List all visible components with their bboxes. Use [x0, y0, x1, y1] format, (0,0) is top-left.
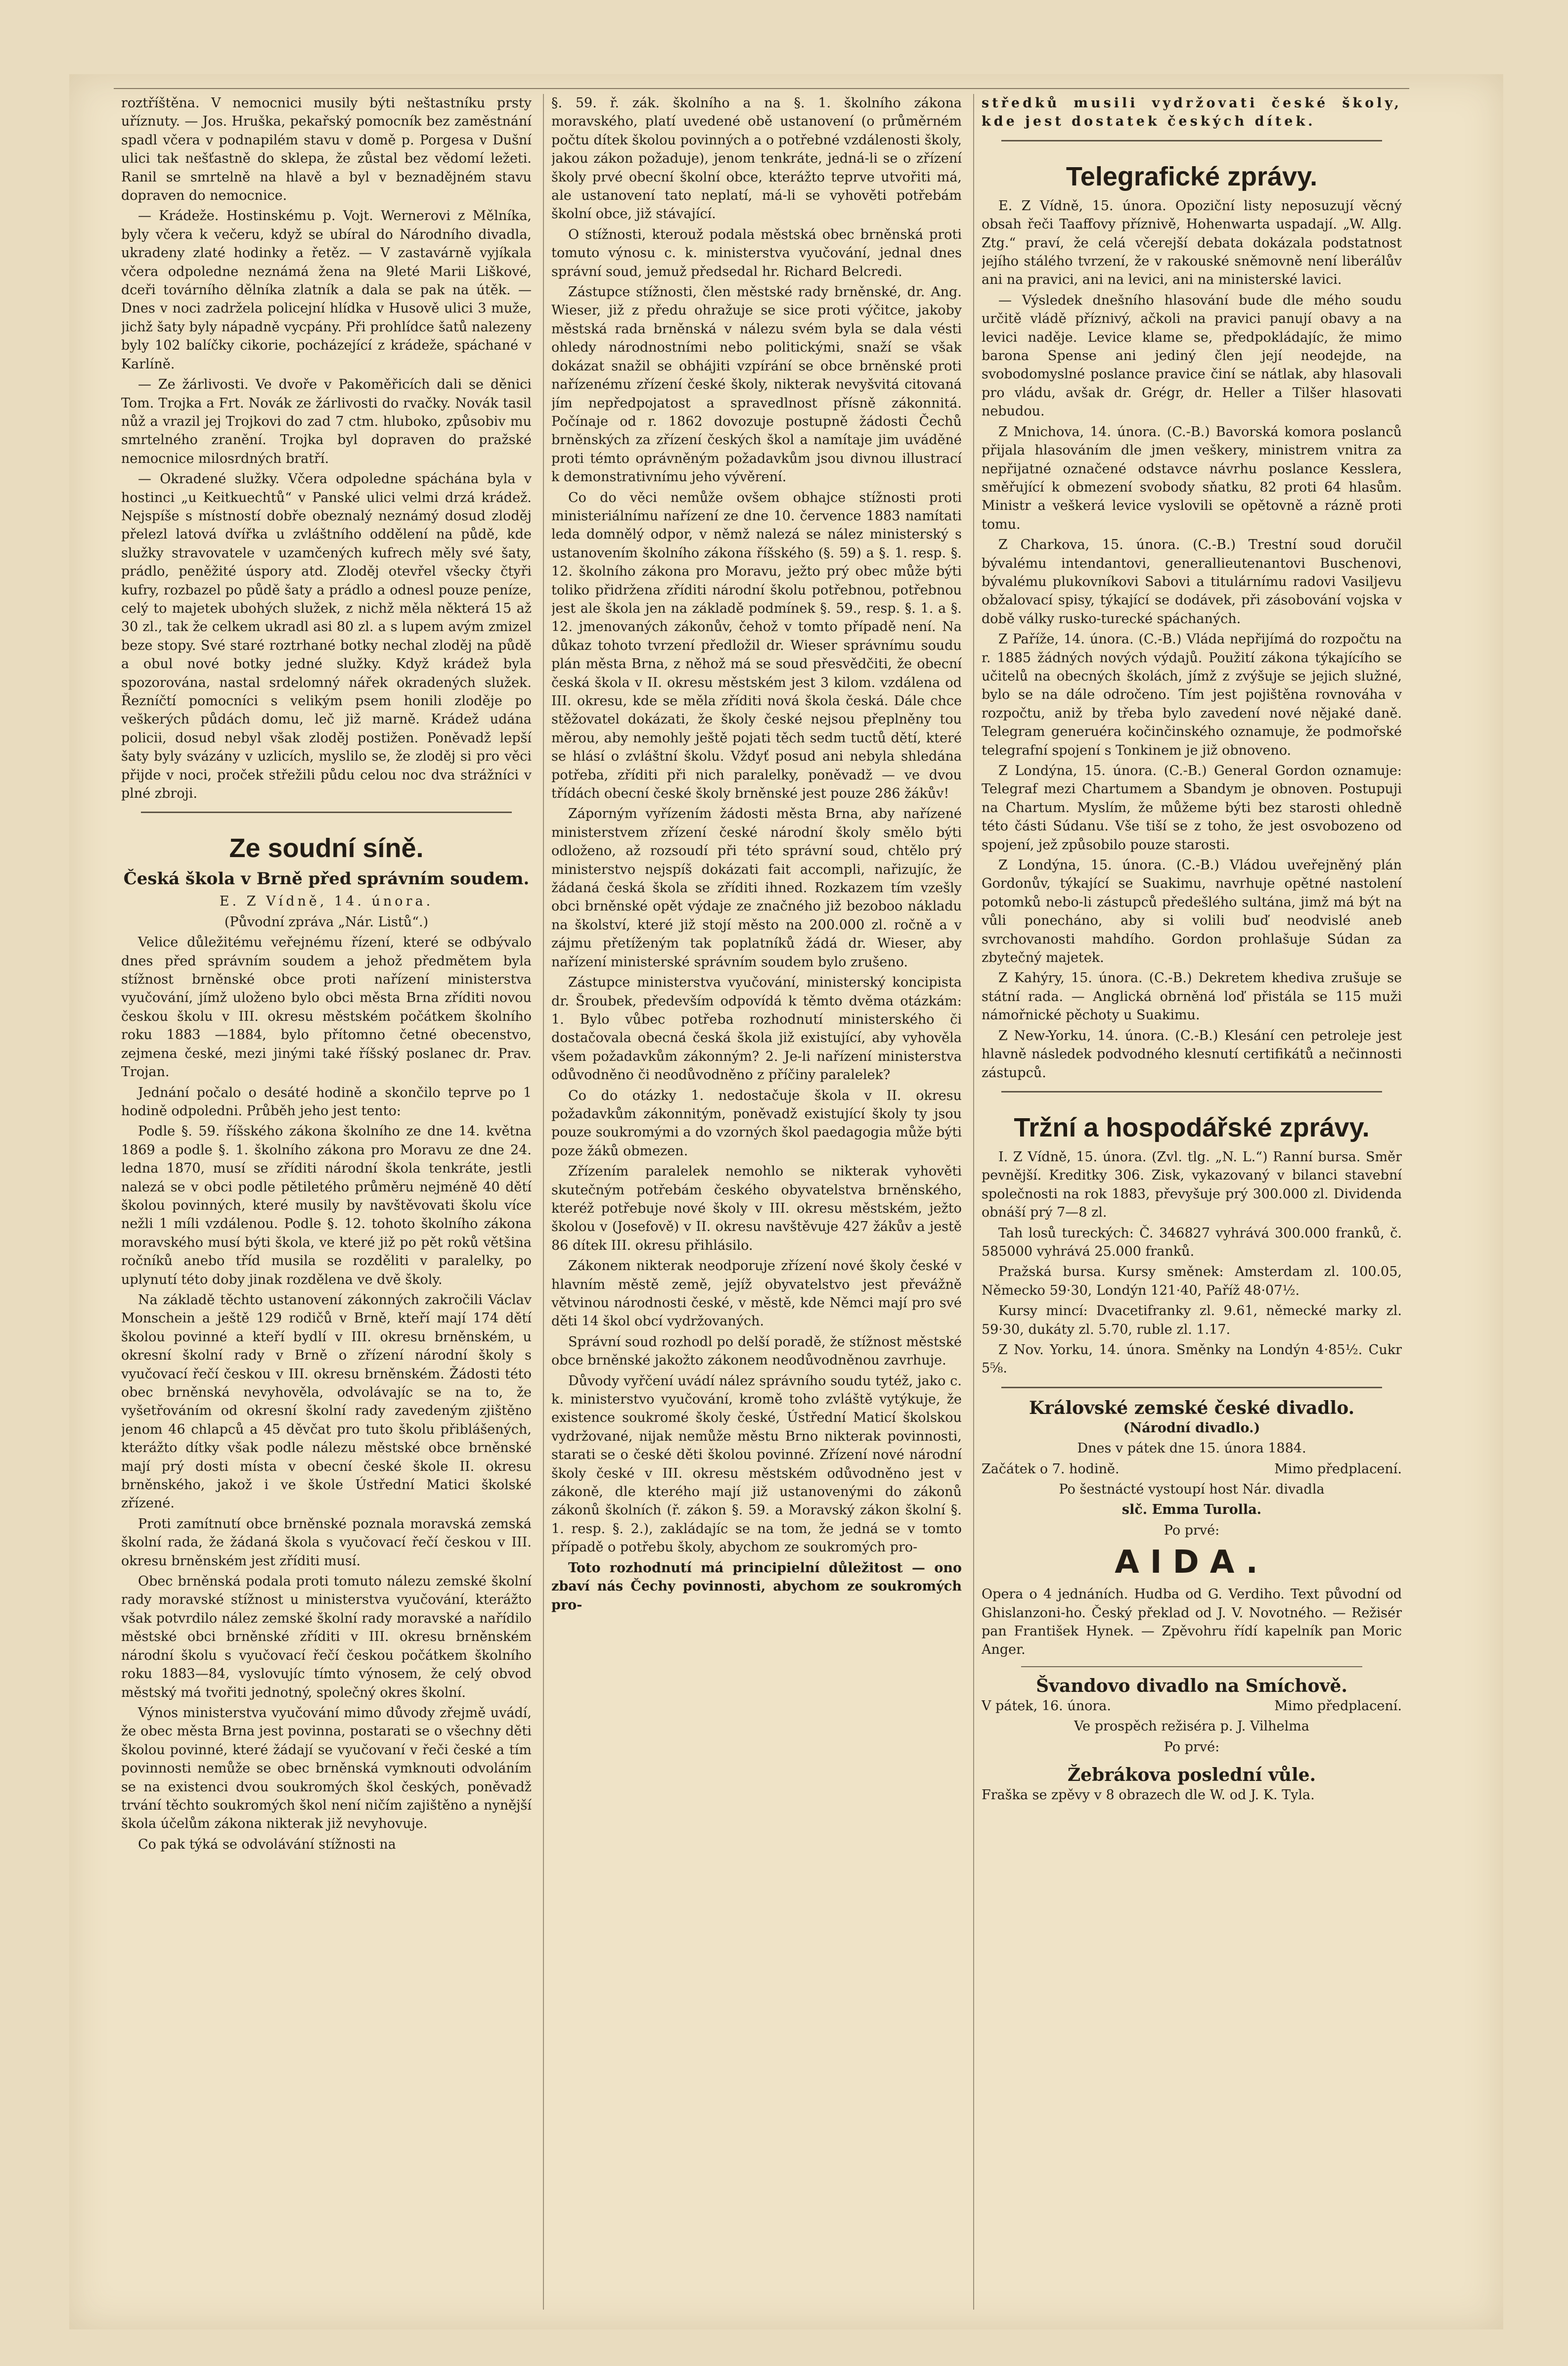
theatre-subtitle: (Národní divadlo.)	[1123, 1420, 1260, 1436]
section-rule	[1001, 1387, 1382, 1388]
top-rule	[114, 88, 1409, 89]
article-paragraph: Zástupce ministerstva vyučování, ministerský koncipista dr. Šroubek, především odpovídá k těmto dvěma otázkám: 1. Bylo vůbec potřeba rozhodnutí ministerského či dostačovala obecná česká škola již existující, aby vyhověla všem požadavkům zákonným? 2. Je-li nařízení ministerstva odůvodněno či neodůvodněno z příčiny paralelek?	[551, 975, 962, 1083]
article-heading: Česká škola v Brně před správním soudem.	[123, 869, 530, 889]
telegram-item: Z Paříže, 14. února. (C.-B.) Vláda nepřijímá do rozpočtu na r. 1885 žádných nových výdajů. Použití zákona týkajícího se učitelů na obecných školách, jímž z zvýšuje se jejich služné, bylo se na dále odročeno. Tím jest pojištěna rovnováha v rozpočtu, aniž by třeba bylo zavedení nové nějaké daně. Telegram generuéra kočinčinského oznamuje, že podmořské telegrafní spojení s Tonkinem je již obnoveno.	[982, 632, 1402, 758]
market-item: Kursy mincí: Dvacetifranky zl. 9.61, německé marky zl. 59·30, dukáty zl. 5.70, ruble zl. 1.17.	[982, 1303, 1402, 1337]
section-heading: Ze soudní síně.	[229, 833, 424, 864]
column-1	[121, 94, 532, 2310]
theatre-title: Královské zemské české divadlo.	[1029, 1397, 1355, 1418]
theatre-star: slč. Emma Turolla.	[1121, 1502, 1262, 1518]
article-paragraph: Co do otázky 1. nedostačuje škola v II. okresu požadavkům zákonnitým, poněvadž existující školy ty jsou pouze soukromými a do vzorných škol paedagogia může býti poze žáků obmezen.	[551, 1088, 962, 1159]
column-divider-2	[973, 94, 974, 2310]
theatre-subscription: Mimo předplacení.	[1274, 1698, 1402, 1714]
news-paragraph: — Krádeže. Hostinskému p. Vojt. Wernerovi z Mělníka, byly včera k večeru, když se ubíral do Národního divadla, ukradeny zlaté hodinky a řetěz. — V zastavárně vyjíkala včera odpoledne neznámá žena na 9leté Marii Liškové, dceři továrního dělníka zlatník a dala se pak na útěk. — Dnes v noci zadržela policejní hlídka v Husově ulici 3 muže, jichž šaty byly nápadně vycpány. Při prohlídce šatů nalezeny byly 102 balíčky cikorie, pocházející z krádeže, spáchané v Karlíně.	[121, 208, 532, 372]
telegram-item: E. Z Vídně, 15. února. Opoziční listy neposuzují věcný obsah řeči Taaffovy příznivě, Hohenwarta uspadají. „W. Allg. Ztg.“ praví, že celá včerejší debata dokázala podstatnost jejího stálého tvrzení, že v rakouské sněmovně není liberálův ani na pravici, ani na levici, ani na ministerské lavici.	[982, 198, 1402, 288]
section-rule	[1021, 1666, 1362, 1667]
telegram-item: Z Londýna, 15. února. (C.-B.) General Gordon oznamuje: Telegraf mezi Chartumem a Sbandym je obnoven. Postupuji na Chartum. Myslím, že můžeme býti bez starosti ohledně této části Súdanu. Vše tiší se z toho, že jest osvobozeno od spojení, jež způsobilo pouze starosti.	[982, 763, 1402, 853]
theatre-description: Opera o 4 jednáních. Hudba od G. Verdiho. Text původní od Ghislanzoni-ho. Český překlad od J. V. Novotného. — Režisér pan František Hynek. — Zpěvohru řídí kapelník pan Moric Anger.	[982, 1587, 1402, 1658]
theatre-description: Fraška se zpěvy v 8 obrazech dle W. od J. K. Tyla.	[982, 1787, 1315, 1803]
theatre-subscription: Mimo předplacení.	[1274, 1461, 1402, 1477]
theatre-first: Po prvé:	[1164, 1739, 1220, 1755]
theatre-start: Začátek o 7. hodině.	[982, 1461, 1120, 1477]
section-rule	[141, 812, 512, 813]
telegram-item: Z Londýna, 15. února. (C.-B.) Vládou uveřejněný plán Gordonův, týkající se Suakimu, navrhuje opětné nastolení potomků nebo-li zástupců předešlého sultána, jimž má být na vůli ponecháno, aby si volili buď neodvislé aneb svrchovanosti mahdího. Gordon prohlašuje Súdan za zbytečný majetek.	[982, 858, 1402, 966]
article-paragraph: §. 59. ř. zák. školního a na §. 1. školního zákona moravského, platí uvedené obě ustanovení (o průměrném počtu dítek školou povinných a o potřebné vzdálenosti školy, jakou zákon požaduje), jenom tenkráte, jedná-li se o zřízení školy prvé obecní školní obce, kterážto teprve utvořiti má, ale ustanovení tato neplatí, má-li se vyhověti potřebám školní obce, již stávající.	[551, 95, 962, 222]
market-item: I. Z Vídně, 15. února. (Zvl. tlg. „N. L.“) Ranní bursa. Směr pevnější. Kreditky 306. Zisk, vykazovaný v bilanci stavební společnosti na rok 1883, převyšuje prý 300.000 zl. Dividenda obnáší prý 7—8 zl.	[982, 1149, 1402, 1221]
article-paragraph: Důvody vyřčení uvádí nález správního soudu tytéž, jako c. k. ministerstvo vyučování, kromě toho zvláště vytýkuje, že existence soukromé školy české, Ústřední Maticí školskou vydržované, nijak nemůže městu Brno nikterak povinnosti, starati se o české děti školou povinné. Zřízení nové národní školy české v III. okresu městském odůvodněno jest v zákoně, dle kterého mají již ustanovenými do zákonů zákonů školních (ř. zákon §. 59. a Moravský zákon školní §. 1. resp. §. 2.), zakládajíc se na tom, že jedná se v tomto případě o potřebu školy, abychom ze soukromých pro-	[551, 1373, 962, 1555]
source-note: (Původní zpráva „Nár. Listů“.)	[224, 914, 429, 930]
column-divider-1	[543, 94, 544, 2310]
article-paragraph: středků musili vydržovati české školy, kde jest dostatek českých dítek.	[982, 95, 1402, 130]
article-paragraph: Zástupce stížnosti, člen městské rady brněnské, dr. Ang. Wieser, již z předu ohražuje se sice proti výčitce, jakoby městská rada brněnská v nálezu svém byla se dala vésti ohledy národnostními nebo politickými, snaží se však dokázat snažil se obhájiti vzpírání se obce brněnské proti nařízenému zřízení české školy, nikterak nevyšvitá citovaná jím nepředpojatost a spravedlnost přísně zákonnitá. Počínaje od r. 1862 dovozuje postupně žádosti Čechů brněnských za zřízení českých škol a namítaje jim uváděné proti témto oprávněným požadavkům jsou divnou illustrací k demonstrativnímu jeho vývěrení.	[551, 284, 962, 485]
article-paragraph: Obec brněnská podala proti tomuto nálezu zemské školní rady moravské stížnost u ministerstva vyučování, kterážto však potvrdilo nález zemské školní rady moravské a nařídilo městské obci brněnské zříditi v III. okresu brněnském národní školu s vyučovací řečí českou počátkem školního roku 1883—84, vyslovujíc tímto výnosem, že celý obvod městský má tvořiti jednotný, společný okres školní.	[121, 1574, 532, 1700]
section-heading: Tržní a hospodářské zprávy.	[1014, 1112, 1370, 1142]
telegram-item: Z Charkova, 15. února. (C.-B.) Trestní soud doručil bývalému intendantovi, generallieutenantovi Buschenovi, bývalému plukovníkovi Sabovi a titulárnímu radovi Vasiljevu obžalovací spisy, týkající se dodávek, při zásobování vojska v době války rusko-turecké spáchaných.	[982, 537, 1402, 627]
article-paragraph: Správní soud rozhodl po delší poradě, že stížnost městské obce brněnské jakožto zákonem neodůvodněnou zavrhuje.	[551, 1334, 962, 1368]
market-item: Tah losů tureckých: Č. 346827 vyhrává 300.000 franků, č. 585000 vyhrává 25.000 franků.	[982, 1225, 1402, 1259]
telegram-item: Z Kahýry, 15. února. (C.-B.) Dekretem khediva zrušuje se státní rada. — Anglická obrněná loď přistála se 115 muži námořnické pěchoty u Suakimu.	[982, 970, 1402, 1023]
market-item: Z Nov. Yorku, 14. února. Směnky na Londýn 4·85½. Cukr 5⅝.	[982, 1342, 1402, 1376]
theatre-date: V pátek, 16. února.	[982, 1698, 1111, 1714]
dateline: E. Z Vídně, 14. února.	[219, 894, 434, 910]
article-paragraph: Výnos ministerstva vyučování mimo důvody zřejmě uvádí, že obec města Brna jest povinna, postarati se o všechny děti školou povinné, které žádají se vyučovaní v řeči české a tím povinnosti nemůže se obec brněnská vymknouti odvoláním se na existenci dvou soukromých škol českých, poněvadž trvání těchto soukromých škol není ničím zajištěno a nynější škola účelům zákona nikterak již nevyhovuje.	[121, 1705, 532, 1832]
opera-title: AIDA.	[1115, 1544, 1269, 1581]
telegram-item: — Výsledek dnešního hlasování bude dle mého soudu určitě vládě příznivý, ačkoli na pravici panují obavy a na levici naděje. Levice klame se, předpokládajíc, že mimo barona Spense ani jediný člen její neodejde, na svobodomyslné poslance pravice činí se nátlak, aby hlasovali pro vládu, avšak dr. Grégr, dr. Heller a Tilšer hlasovati nebudou.	[982, 292, 1402, 419]
column-3	[982, 94, 1402, 2310]
article-paragraph: Na základě těchto ustanovení zákonných zakročili Václav Monschein a ještě 129 rodičů v Brně, kteří mají 174 dětí školou povinné a kteří bydlí v III. okresu brněnském, u okresní školní rady v Brně o zřízení národní školy s vyučovací řečí českou v III. okresu brněnském. Žádosti této obec brněnská nevyhověla, odvolávajíc se na to, že vyšetřováním od okresní školní rady zavedeným zjištěno jenom 46 chlapců a 45 děvčat pro tuto školu přiblášených, kterážto dítky však podle nálezu městské obce brněnské mají prý dosti místa v obecní české škole II. okresu brněnského, jakož i ve škole Ústřední Matici školské zřízené.	[121, 1292, 532, 1511]
theatre-title: Švandovo divadlo na Smíchově.	[1036, 1675, 1347, 1696]
article-paragraph: Zřízením paralelek nemohlo se nikterak vyhověti skutečným potřebám českého obyvatelstva brněnského, kteréž potřebuje nové školy v III. okresu městském, ježto školou v (Josefově) v II. okresu navštěvuje 427 žákův a jestě 86 dítek III. okresu přihlásilo.	[551, 1164, 962, 1253]
article-paragraph: Velice důležitému veřejnému řízení, které se odbývalo dnes před správním soudem a jehož předmětem byla stížnost brněnské obce proti nařízení ministerstva vyučování, jímž uloženo bylo obci města Brna zříditi novou českou školu v III. okresu městském počátkem školního roku 1883 —1884, bylo přítomno četné obecenstvo, zejmena české, mezi jinými také říšský poslanec dr. Prav. Trojan.	[121, 935, 532, 1080]
section-heading: Telegrafické zprávy.	[1066, 161, 1318, 191]
article-paragraph: Zákonem nikterak neodporuje zřízení nové školy české v hlavním městě země, jejíž obyvatelstvo jest převážně větvinou národnosti české, v městě, kde Němci mají pro své děti 14 škol obcí vydržovaných.	[551, 1258, 962, 1329]
news-paragraph: — Okradené služky. Včera odpoledne spáchána byla v hostinci „u Keitkuechtů“ v Panské ulici velmi drzá krádež. Nejspíše s místností dobře obeznalý neznámý dosud zloděj přelezl latová dvířka u zvláštního oddělení na půdě, kde služky stravovatele v uzamčených kufrech měly své šaty, prádlo, peněžité úspory atd. Zloděj otevřel všecky čtyři kufry, rozbazel po půdě šaty a prádlo a odnesl pouze peníze, celý to majetek ubohých služek, z nichž měla některá 15 až 30 zl., tak že celkem ukradl asi 80 zl. a s lupem avým zmizel beze stopy. Své staré roztrhané botky nechal zloděj na půdě a obul nové botky jedné služky. Když krádež byla spozorována, nastal srdelomný nářek okradených služek. Řezníčtí pomocníci s velikým psem honili zloděje po veškerých půdách domu, leč již marně. Krádež udána policii, dosud nebyl však zloděj postižen. Poněvadž lepší šaty byly svázány v uzlicích, myslilo se, že zloděj si pro věci přijde v noci, proček střežili půdu celou noc dva strážníci v plné zbroji.	[121, 471, 532, 802]
column-2	[551, 94, 962, 2310]
article-paragraph: Co do věci nemůže ovšem obhajce stížnosti proti ministeriálnímu nařízení ze dne 10. července 1883 namítati leda domnělý odpor, v němž nalezá se nález ministerský s ustanovením školního zákona říšského (§. 59) a §. 1. resp. §. 12. školního zákona pro Moravu, ježto prý obec může býti toliko přidržena zříditi národní školu potřebnou, potřebnou jest ale škola jen na základě podmínek §. 59., resp. §. 1. a §. 12. jmenovaných zákonův, čehož v tomto případě není. Na důkaz tohoto tvrzení předložil dr. Wieser správnímu soudu plán města Brna, z něhož má se soud přesvědčiti, že obecní česká škola v II. okresu městském jest 3 kilom. vzdálena od III. okresu, kde se měla zříditi nová škola česká. Dále chce stěžovatel dokázati, že školy české nejsou přeplněny tou měrou, aby nemohly ještě pojati těch sedm tuctů dětí, které se hlásí o zvláštní školu. Vždyť posud ani nebyla shledána potřeba, zříditi při nich paralelky, poněvadž — ve dvou třídách obecní české školy brněnské jest pouze 286 žákův!	[551, 490, 962, 802]
theatre-date: Dnes v pátek dne 15. února 1884.	[1077, 1441, 1306, 1456]
theatre-benefit: Ve prospěch režiséra p. J. Vilhelma	[1074, 1719, 1309, 1734]
article-paragraph: Proti zamítnutí obce brněnské poznala moravská zemská školní rada, že žádaná škola s vyučovací řečí českou v III. okresu brněnském jest zříditi musí.	[121, 1516, 532, 1569]
article-paragraph: Toto rozhodnutí má principielní důležitost — ono zbaví nás Čechy povinnosti, abychom ze soukromých pro-	[551, 1560, 962, 1613]
play-title: Žebrákova poslední vůle.	[1067, 1765, 1316, 1786]
article-paragraph: Jednání počalo o desáté hodině a skončilo teprve po 1 hodině odpoledni. Průběh jeho jest tento:	[121, 1085, 532, 1119]
article-paragraph: Záporným vyřízením žádosti města Brna, aby nařízené ministerstvem zřízení české národní školy smělo býti odloženo, až rozsoudí při této správní soud, chtělo prý ministerstvo nejspíš dokázati fait accompli, nařizujíc, že žádaná česká škola se zříditi ihned. Rozkazem tím vzešly obci brněnské opět výdaje ze značného již bezoboo nákladu na školství, které již stojí město na 200.000 zl. ročně a v zájmu přetíženým tak poplatníků žádá dr. Wieser, aby nařízení ministerské správním soudem bylo zrušeno.	[551, 806, 962, 970]
market-item: Pražská bursa. Kursy směnek: Amsterdam zl. 100.05, Německo 59·30, Londýn 121·40, Paříž 48·07½.	[982, 1264, 1402, 1298]
theatre-date-row	[982, 1697, 1402, 1715]
section-rule	[1001, 140, 1382, 141]
telegram-item: Z New-Yorku, 14. února. (C.-B.) Klesání cen petroleje jest hlavně následek podvodného klesnutí certifikátů a nečinnosti zástupců.	[982, 1028, 1402, 1081]
article-paragraph: Podle §. 59. říšského zákona školního ze dne 14. května 1869 a podle §. 1. školního zákona pro Moravu ze dne 24. ledna 1870, musí se zříditi národní škola tenkráte, jestli nalezá se v obci podle pětiletého průměru nejméně 40 dětí školou povinných, které musily by navštěvovati školu více nežli 1 míli vzdálenou. Podle §. 12. tohoto školního zákona moravského musí býti škola, ve které již po pět roků většina ročníků anebo tříd musila se rozděliti v paralelky, po uplynutí této doby jinak rozdělena ve dvě školy.	[121, 1124, 532, 1287]
theatre-time-row	[982, 1460, 1402, 1478]
section-rule	[1001, 1091, 1382, 1092]
theatre-first: Po prvé:	[1164, 1522, 1220, 1538]
article-paragraph: Co pak týká se odvolávání stížnosti na	[138, 1836, 396, 1852]
theatre-guest: Po šestnácté vystoupí host Nár. divadla	[1059, 1482, 1325, 1497]
news-paragraph: — Ze žárlivosti. Ve dvoře v Pakoměřicích dali se děnici Tom. Trojka a Frt. Novák ze žárlivosti do rvačky. Novák tasil nůž a vrazil jej Trojkovi do zad 7 ctm. hluboko, způsobiv mu smrtelného zranění. Trojka byl dopraven do pražské nemocnice milosrdných bratří.	[121, 377, 532, 466]
news-paragraph: roztříštěna. V nemocnici musily býti neštastníku prsty uříznuty. — Jos. Hruška, pekařský pomocník bez zaměstnání spadl včera v podnapilém stavu v domě p. Porgesa v Dušní ulici tak nešťastně do sklepa, že zůstal bez vědomí ležeti. Ranil se smrtelně na hlavě a byl v beznadějném stavu dopraven do nemocnice.	[121, 95, 532, 204]
article-paragraph: O stížnosti, kterouž podala městská obec brněnská proti tomuto výnosu c. k. ministerstva vyučování, jednal dnes správní soud, jemuž předsedal hr. Richard Belcredi.	[551, 227, 962, 279]
telegram-item: Z Mnichova, 14. února. (C.-B.) Bavorská komora poslanců přijala hlasováním dle jmen veškery, ministrem vnitra za nepřijatné označené odstavce návrhu poslance Kesslera, směřující k obmezení svobody sňatku, 82 proti 64 hlasům. Ministr a veškerá levice vyslovili se opětovně a rázně proti tomu.	[982, 424, 1402, 532]
